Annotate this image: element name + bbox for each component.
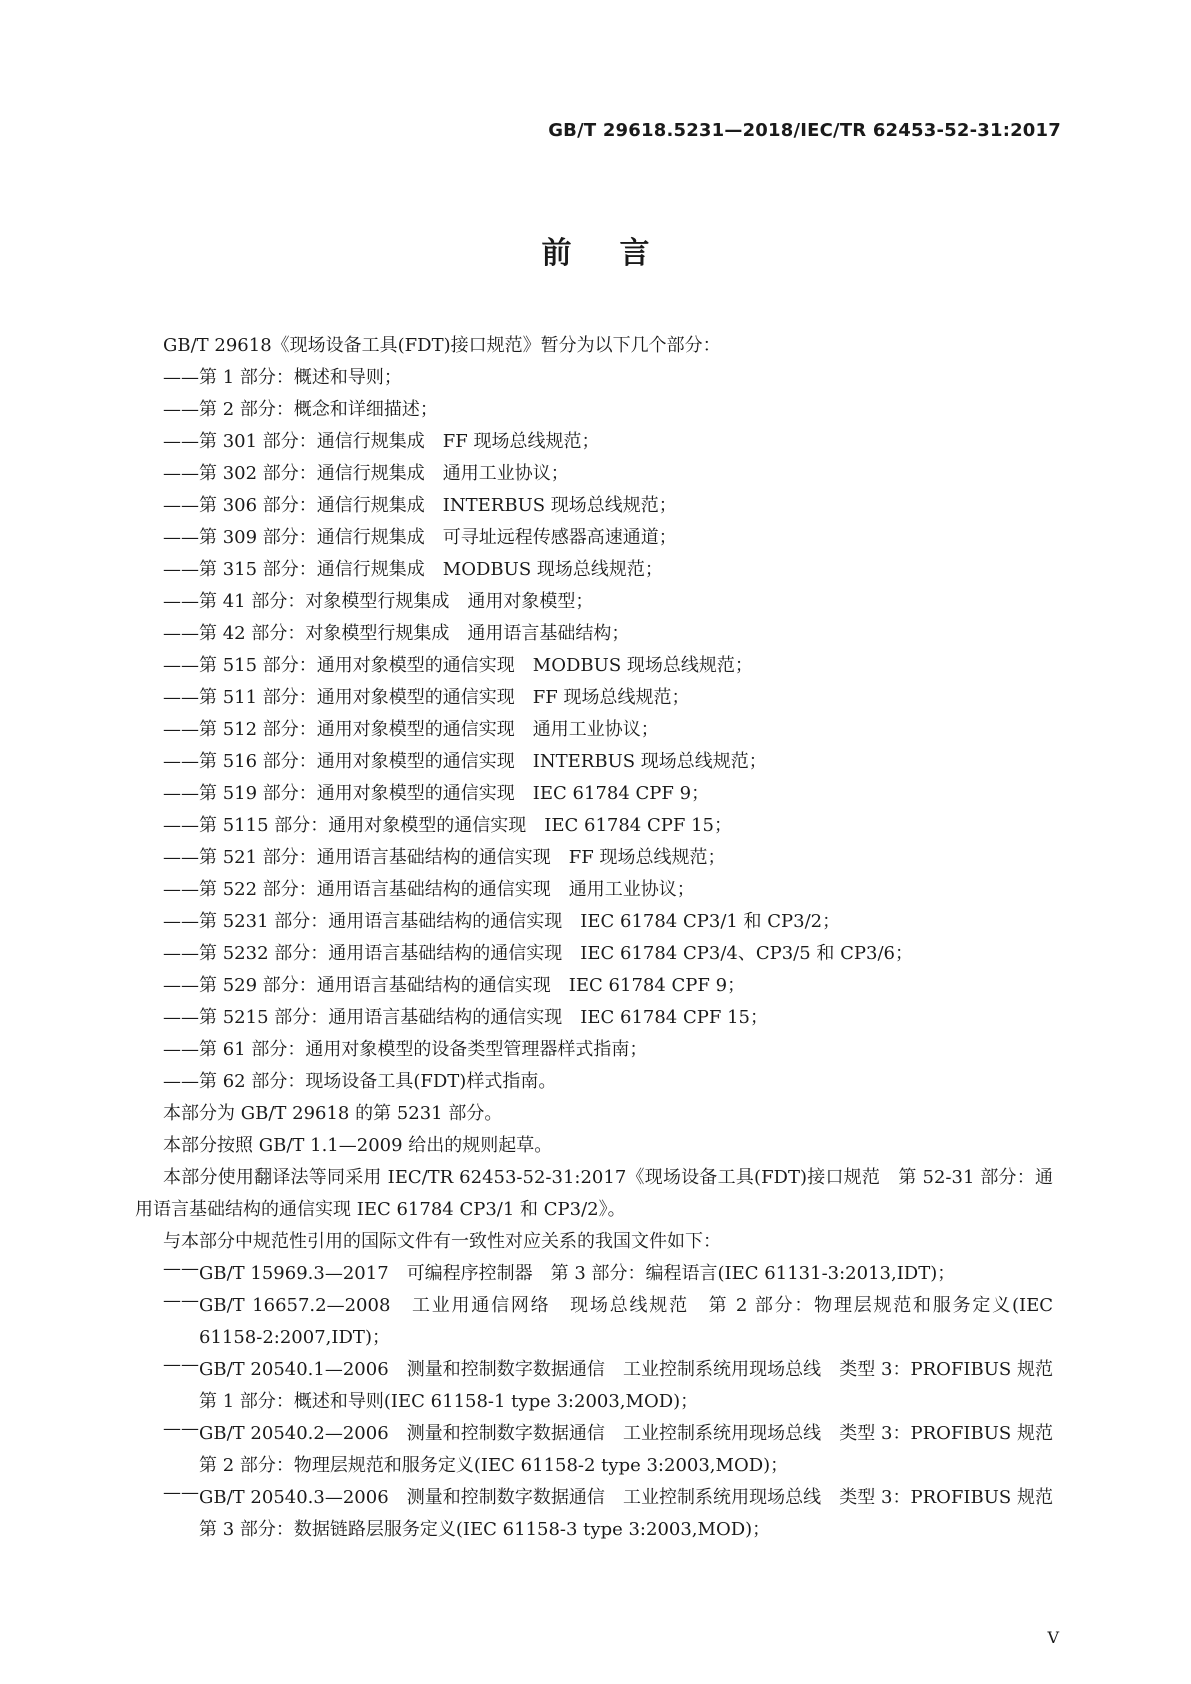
list-item: ——第 512 部分：通用对象模型的通信实现 通用工业协议； <box>163 719 659 740</box>
list-item <box>163 1354 1071 1418</box>
list-item: ——第 301 部分：通信行规集成 FF 现场总线规范； <box>163 431 600 452</box>
parts-list <box>163 362 1053 1098</box>
list-item: ——第 42 部分：对象模型行规集成 通用语言基础结构； <box>163 623 630 644</box>
reference-text: GB/T 20540.3—2006 测量和控制数字数据通信 工业控制系统用现场总线 类型 3：PROFIBUS 规范 第 3 部分：数据链路层服务定义(IEC 61158-3 type 3:2003,MOD)； <box>199 1487 1071 1540</box>
list-item: ——第 5215 部分：通用语言基础结构的通信实现 IEC 61784 CPF 15； <box>163 1007 768 1028</box>
list-item: ——第 315 部分：通信行规集成 MODBUS 现场总线规范； <box>163 559 663 580</box>
list-item: ——第 522 部分：通用语言基础结构的通信实现 通用工业协议； <box>163 879 695 900</box>
reference-text: GB/T 20540.2—2006 测量和控制数字数据通信 工业控制系统用现场总线 类型 3：PROFIBUS 规范 第 2 部分：物理层规范和服务定义(IEC 61158-2 type 3:2003,MOD)； <box>199 1423 1071 1476</box>
list-item: ——第 309 部分：通信行规集成 可寻址远程传感器高速通道； <box>163 527 677 548</box>
list-item: ——第 5231 部分：通用语言基础结构的通信实现 IEC 61784 CP3/1 和 CP3/2； <box>163 911 841 932</box>
list-item <box>163 1418 1071 1482</box>
list-item: ——第 1 部分：概述和导则； <box>163 367 402 388</box>
list-dash: —— <box>163 1418 199 1439</box>
reference-text: GB/T 15969.3—2017 可编程序控制器 第 3 部分：编程语言(IEC 61131-3:2013,IDT)； <box>199 1263 956 1284</box>
reference-text: GB/T 20540.1—2006 测量和控制数字数据通信 工业控制系统用现场总线 类型 3：PROFIBUS 规范 第 1 部分：概述和导则(IEC 61158-1 type 3:2003,MOD)； <box>199 1359 1071 1412</box>
list-item: ——第 302 部分：通信行规集成 通用工业协议； <box>163 463 569 484</box>
reference-text: GB/T 16657.2—2008 工业用通信网络 现场总线规范 第 2 部分：物理层规范和服务定义(IEC 61158-2:2007,IDT)； <box>199 1295 1053 1348</box>
list-item: ——第 5232 部分：通用语言基础结构的通信实现 IEC 61784 CP3/4、CP3/5 和 CP3/6； <box>163 943 913 964</box>
paragraph-part-number: 本部分为 GB/T 29618 的第 5231 部分。 <box>163 1103 503 1124</box>
list-item: ——第 306 部分：通信行规集成 INTERBUS 现场总线规范； <box>163 495 677 516</box>
page-title: 前言 <box>541 236 698 271</box>
document-body <box>135 330 1071 1546</box>
list-item <box>163 1290 1053 1354</box>
list-item <box>163 1482 1071 1546</box>
standard-number-header: GB/T 29618.5231—2018/IEC/TR 62453-52-31:2017 <box>548 120 1061 141</box>
list-item <box>163 1258 1053 1290</box>
list-dash: —— <box>163 1354 199 1375</box>
list-item: ——第 2 部分：概念和详细描述； <box>163 399 438 420</box>
list-item: ——第 62 部分：现场设备工具(FDT)样式指南。 <box>163 1071 557 1092</box>
list-dash: —— <box>163 1290 199 1311</box>
list-dash: —— <box>163 1482 199 1503</box>
list-item: ——第 529 部分：通用语言基础结构的通信实现 IEC 61784 CPF 9； <box>163 975 746 996</box>
page-number: V <box>1047 1628 1059 1647</box>
references-list <box>163 1258 1071 1546</box>
list-item: ——第 5115 部分：通用对象模型的通信实现 IEC 61784 CPF 15； <box>163 815 732 836</box>
paragraph-adoption: 本部分使用翻译法等同采用 IEC/TR 62453-52-31:2017《现场设备工具(FDT)接口规范 第 52-31 部分：通用语言基础结构的通信实现 IEC 61784 CP3/1 和 CP3/2》。 <box>135 1167 1053 1220</box>
intro-paragraph: GB/T 29618《现场设备工具(FDT)接口规范》暂分为以下几个部分： <box>163 335 721 356</box>
list-item: ——第 511 部分：通用对象模型的通信实现 FF 现场总线规范； <box>163 687 690 708</box>
paragraph-references-intro: 与本部分中规范性引用的国际文件有一致性对应关系的我国文件如下： <box>163 1231 721 1252</box>
list-item: ——第 61 部分：通用对象模型的设备类型管理器样式指南； <box>163 1039 648 1060</box>
list-item: ——第 516 部分：通用对象模型的通信实现 INTERBUS 现场总线规范； <box>163 751 767 772</box>
list-item: ——第 515 部分：通用对象模型的通信实现 MODBUS 现场总线规范； <box>163 655 753 676</box>
list-item: ——第 521 部分：通用语言基础结构的通信实现 FF 现场总线规范； <box>163 847 726 868</box>
paragraph-drafting-rules: 本部分按照 GB/T 1.1—2009 给出的规则起草。 <box>163 1135 553 1156</box>
list-dash: —— <box>163 1258 199 1279</box>
list-item: ——第 41 部分：对象模型行规集成 通用对象模型； <box>163 591 594 612</box>
list-item: ——第 519 部分：通用对象模型的通信实现 IEC 61784 CPF 9； <box>163 783 710 804</box>
